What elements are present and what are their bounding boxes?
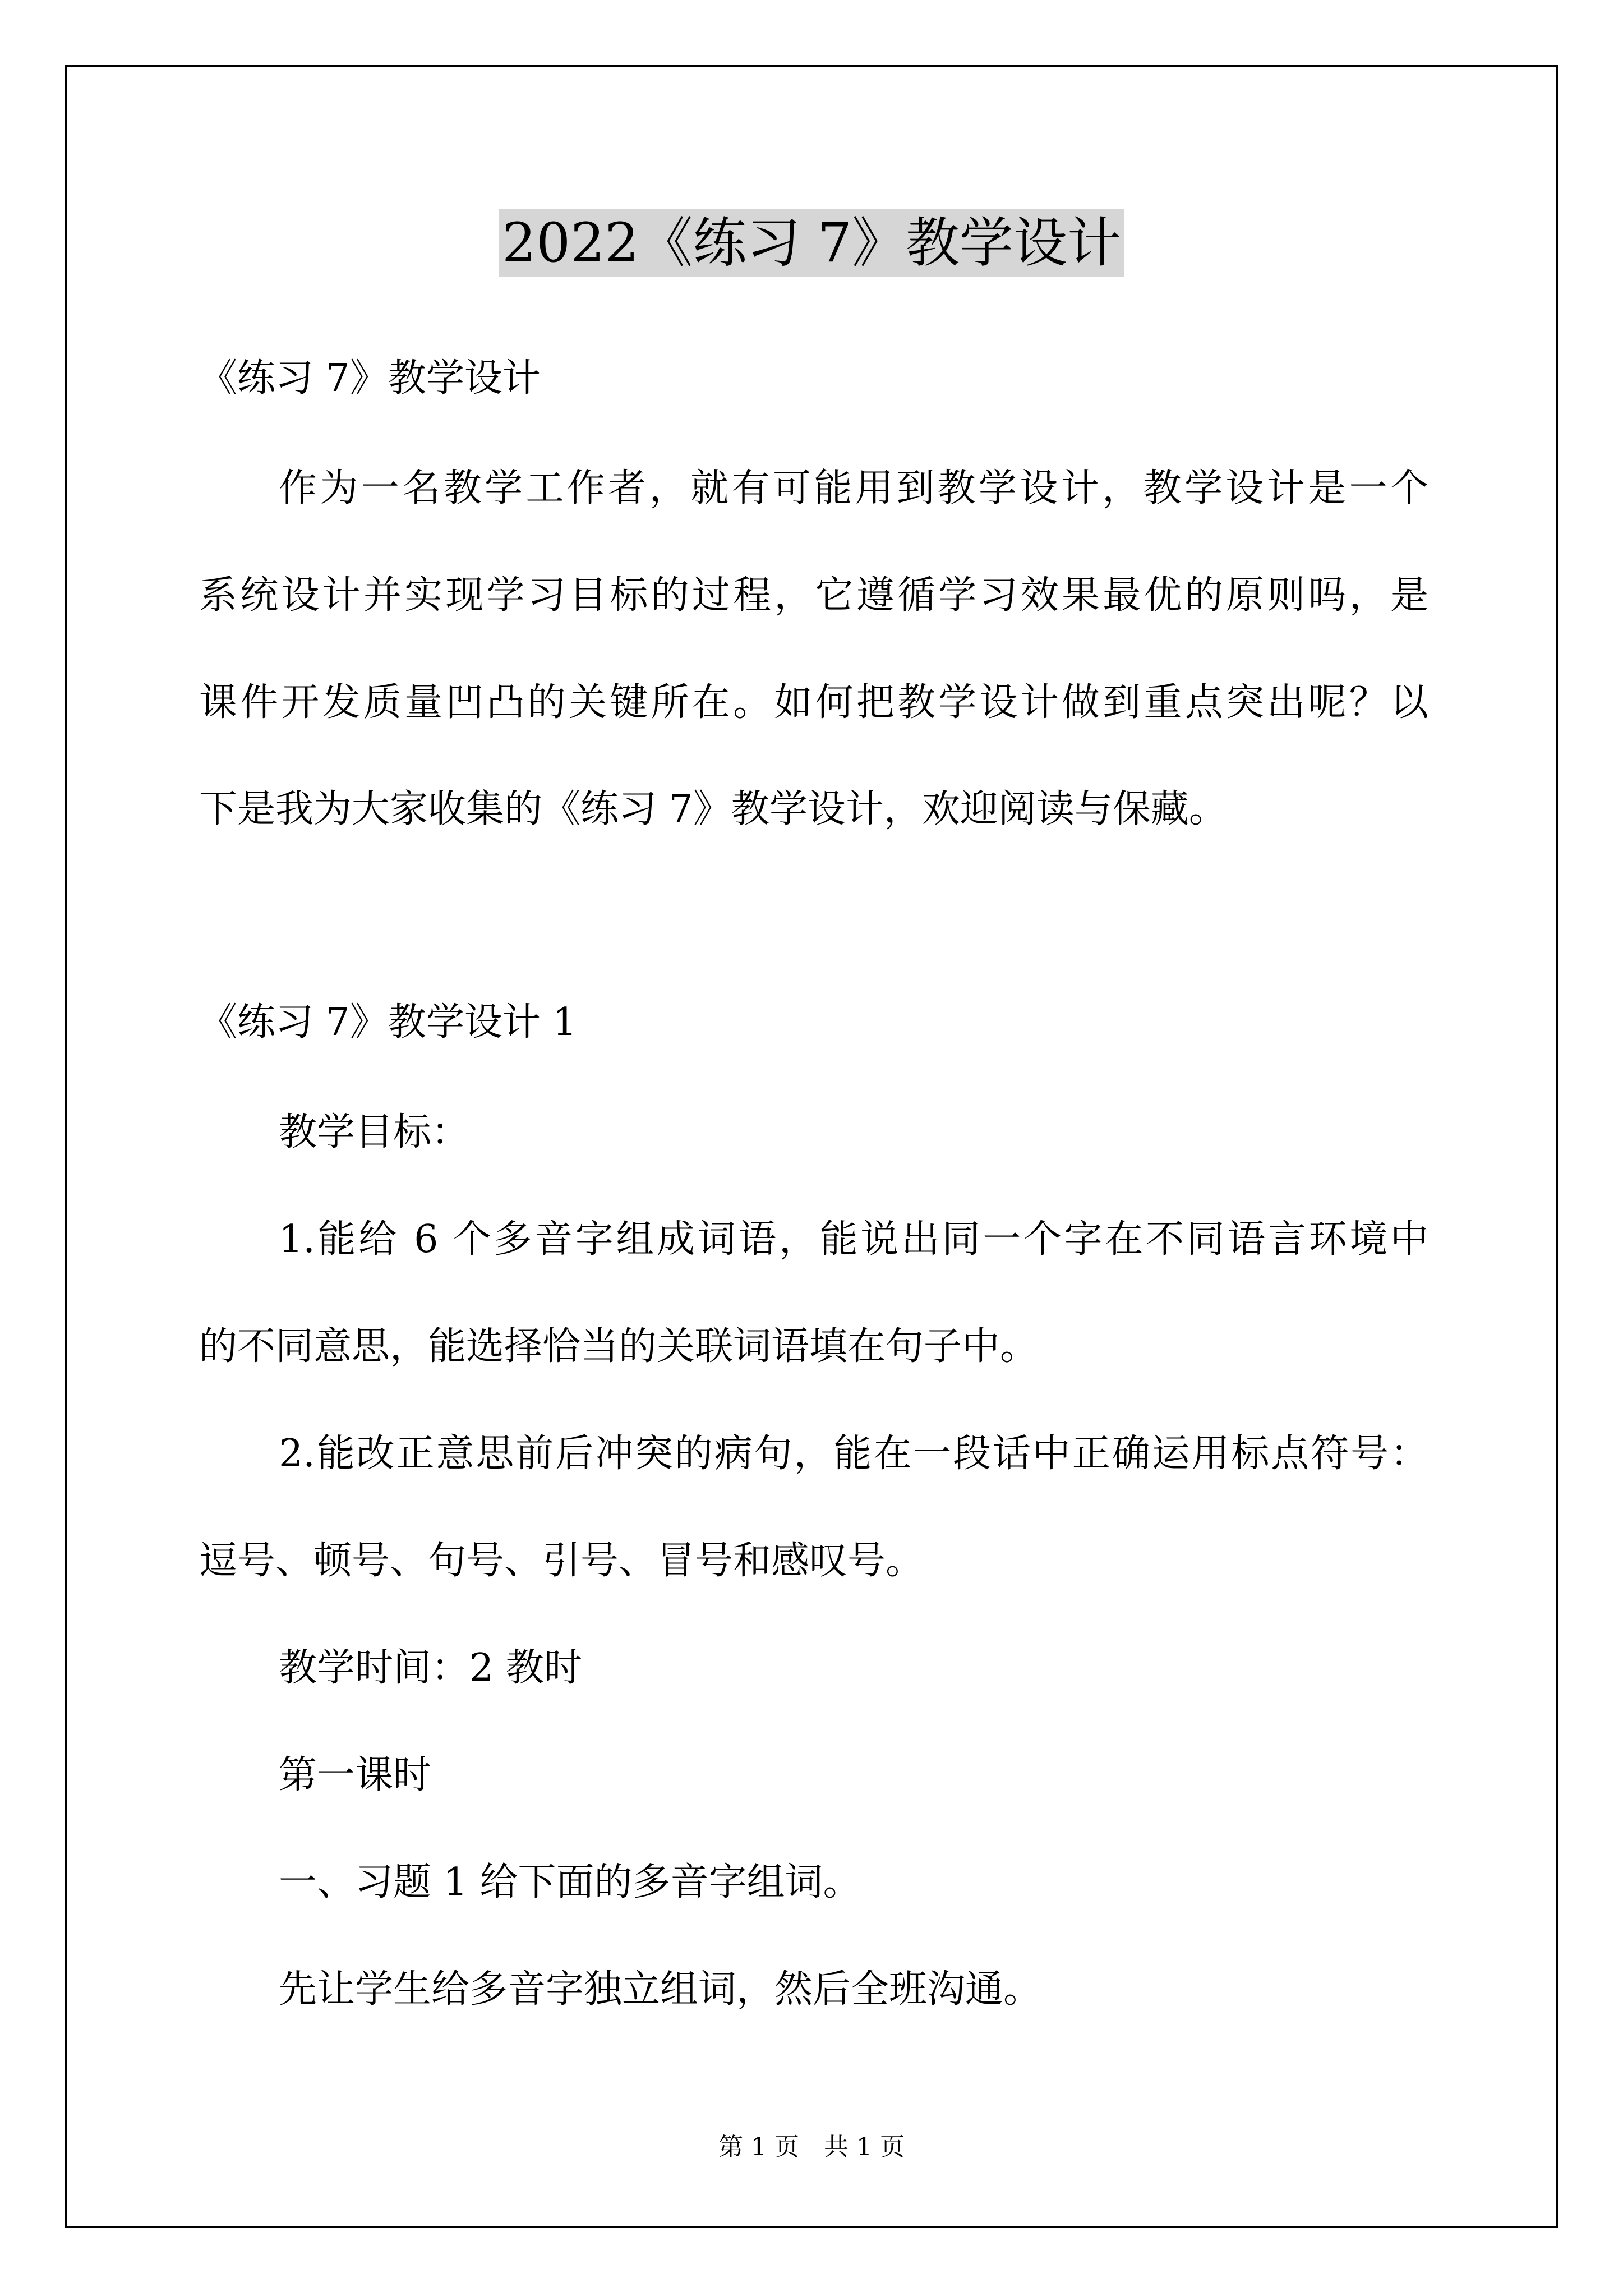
goal-1-line-1: 1.能给 6 个多音字组成词语，能说出同一个字在不同语言环境中 <box>279 1217 1428 1262</box>
section-heading: 《练习 7》教学设计 1 <box>199 1000 577 1045</box>
teaching-time: 教学时间：2 教时 <box>279 1646 582 1690</box>
subtitle: 《练习 7》教学设计 <box>199 356 541 401</box>
lesson-label: 第一课时 <box>279 1753 432 1797</box>
goals-label: 教学目标： <box>279 1110 470 1154</box>
intro-line-1: 作为一名教学工作者，就有可能用到教学设计，教学设计是一个 <box>279 466 1428 510</box>
intro-line-3: 课件开发质量凹凸的关键所在。如何把教学设计做到重点突出呢？以 <box>199 680 1428 725</box>
document-title <box>0 206 1623 279</box>
step-1: 一、习题 1 给下面的多音字组词。 <box>279 1860 861 1904</box>
intro-line-4: 下是我为大家收集的《练习 7》教学设计，欢迎阅读与保藏。 <box>199 787 1227 831</box>
goal-2-line-2: 逗号、顿号、句号、引号、冒号和感叹号。 <box>199 1539 924 1583</box>
page-footer: 第 1 页 共 1 页 <box>718 2133 905 2161</box>
document-title-text: 2022《练习 7》教学设计 <box>499 209 1124 277</box>
goal-1-line-2: 的不同意思，能选择恰当的关联词语填在句子中。 <box>199 1324 1039 1369</box>
intro-line-2: 系统设计并实现学习目标的过程，它遵循学习效果最优的原则吗，是 <box>199 573 1428 618</box>
step-1-detail: 先让学生给多音字独立组词，然后全班沟通。 <box>279 1967 1042 2012</box>
goal-2-line-1: 2.能改正意思前后冲突的病句，能在一段话中正确运用标点符号： <box>279 1432 1428 1476</box>
